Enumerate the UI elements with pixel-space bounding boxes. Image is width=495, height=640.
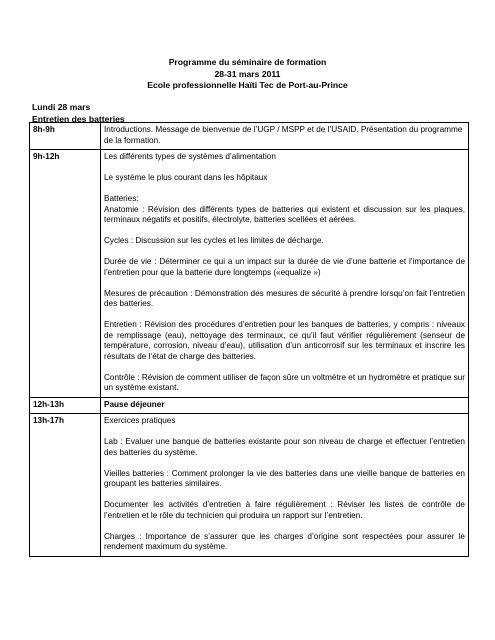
session-paragraph: Charges : Importance de s’assurer que les charges d’origine sont respectées pour assurer le rendement maximum du système.: [104, 531, 465, 551]
session-paragraph: [104, 194, 465, 205]
session-paragraph: Anatomie : Révision des différents types de batteries qui existent et discussion sur les plaques, terminaux négatifs et positifs, électrolyte, batteries scellées et aérées.: [104, 204, 465, 224]
session-paragraph: Cycles : Discussion sur les cycles et les limites de décharge.: [104, 236, 324, 245]
session-paragraph: Pause déjeuner: [104, 399, 165, 409]
session-paragraph: Introductions. Message de bienvenue de l’UGP / MSPP et de l’USAID. Présentation du programme de la formation.: [104, 125, 463, 145]
table-row: [30, 397, 469, 414]
session-paragraph: Durée de vie : Déterminer ce qui a un impact sur la durée de vie d’une batterie et l’importance de l’entretien pour que la batterie dure longtemps («equalize »): [104, 257, 465, 277]
session-paragraph: Les différents types de systèmes d’alimentation: [104, 152, 276, 161]
session-paragraph: Vieilles batteries : Comment prolonger la vie des batteries dans une vieille banque de batteries en groupant les batteries similaires.: [104, 468, 465, 488]
session-paragraph: Exercices pratiques: [104, 416, 176, 425]
session-paragraph: Le système le plus courant dans les hôpitaux: [104, 173, 268, 182]
table-row: [30, 150, 469, 398]
program-title: Programme du séminaire de formation: [168, 57, 327, 67]
session-paragraph: Entretien : Révision des procédures d’entretien pour les banques de batteries, y compris : niveaux de remplissage (eau), nettoyage des terminaux, ce qu’il faut vérifier régulièrement (senseur de température, corrosion, niveau d’eau), utilisation d’un anticorrosif sur les terminaux et inscrire les résultats de l’état de charge des batteries.: [104, 320, 465, 361]
session-content: [101, 123, 469, 150]
table-row: [30, 414, 469, 557]
session-paragraph: Documenter les activités d’entretien à faire régulièrement : Réviser les listes de contrôle de l’entretien et le rôle du technicien qui produira un rapport sur l’entretien.: [104, 500, 465, 520]
session-content: [101, 150, 469, 398]
table-row: [30, 123, 469, 150]
time-slot: 9h-12h: [30, 150, 101, 398]
session-paragraph: Mesures de précaution : Démonstration des mesures de sécurité à prendre lorsqu’on fait l’entretien des batteries.: [104, 288, 465, 308]
time-slot: 12h-13h: [30, 397, 101, 414]
day-title: Lundi 28 mars: [32, 102, 91, 112]
session-content: [101, 414, 469, 557]
time-slot: 8h-9h: [30, 123, 101, 150]
time-slot: 13h-17h: [30, 414, 101, 557]
subheading: Batteries:: [104, 194, 139, 203]
program-location: Ecole professionnelle Haïti Tec de Port-au-Prince: [147, 80, 348, 90]
session-content: [101, 397, 469, 414]
session-paragraph: Lab : Evaluer une banque de batteries existante pour son niveau de charge et effectuer l’entretien des batteries du système.: [104, 437, 465, 457]
program-dates: 28-31 mars 2011: [214, 68, 281, 79]
schedule-table: [29, 122, 469, 557]
session-paragraph: Contrôle : Révision de comment utiliser de façon sûre un voltmètre et un hydromètre et pratique sur un système existant.: [104, 372, 465, 392]
document-header: [0, 57, 495, 92]
day-section-title: Entretien des batteries: [32, 113, 125, 124]
